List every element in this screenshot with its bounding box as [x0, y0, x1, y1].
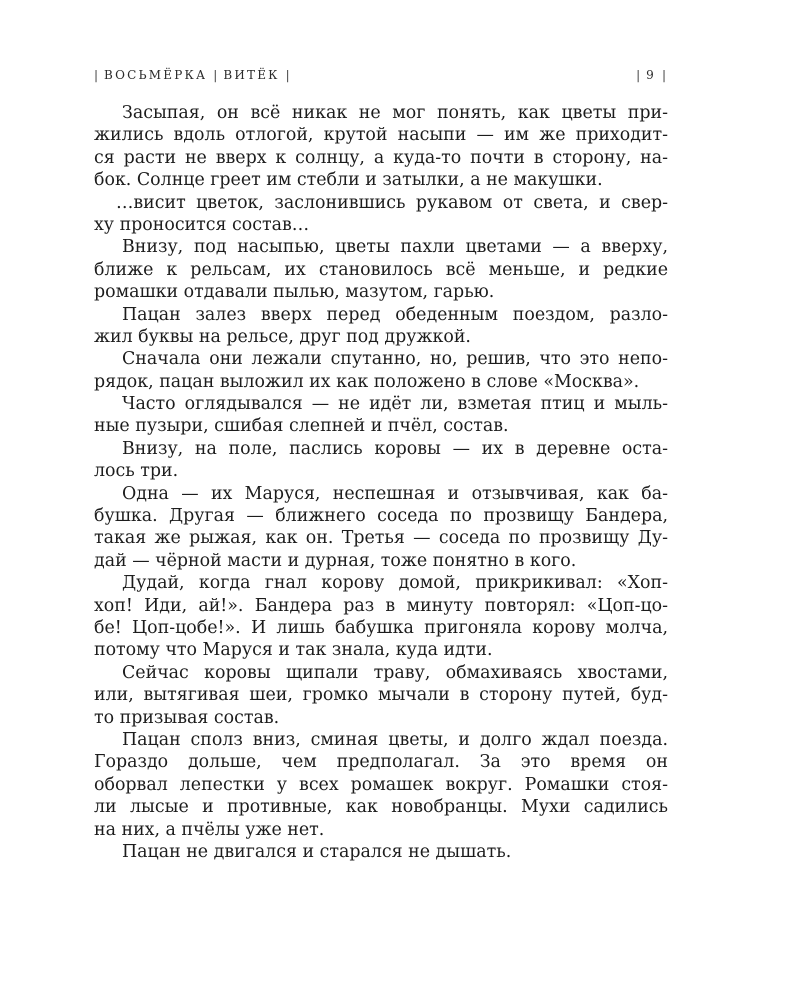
- header-separator: |: [285, 68, 290, 82]
- text-line: жил буквы на рельсе, друг под дружкой.: [94, 326, 471, 347]
- text-line: ху проносится состав…: [94, 214, 310, 235]
- text-line: или, вытягивая шеи, громко мычали в сторону путей, буд-: [94, 685, 668, 706]
- text-line: такая же рыжая, как он. Третья — соседа по прозвищу Ду-: [94, 528, 668, 549]
- text-line: Пацан сполз вниз, сминая цветы, и долго ждал поезда.: [122, 729, 668, 750]
- text-line: Пацан залез вверх перед обеденным поездом, разло-: [122, 304, 668, 325]
- text-line: дай — чёрной масти и дурная, тоже понятно в кого.: [94, 550, 577, 571]
- page-number: 9: [646, 68, 656, 82]
- header-separator: |: [661, 68, 666, 82]
- page-number-block: [636, 68, 666, 82]
- text-line: то призывая состав.: [94, 707, 280, 728]
- header-book-title: ВОСЬМЁРКА: [104, 68, 208, 82]
- text-line: Внизу, на поле, паслись коровы — их в деревне оста-: [122, 438, 668, 459]
- text-line: Сейчас коровы щипали траву, обмахиваясь хвостами,: [122, 662, 668, 683]
- text-line: бок. Солнце греет им стебли и затылки, а не макушки.: [94, 170, 603, 191]
- text-line: Пацан не двигался и старался не дышать.: [122, 841, 512, 862]
- text-line: Часто оглядывался — не идёт ли, взметая птиц и мыль-: [122, 394, 668, 415]
- body-text: [94, 102, 668, 863]
- text-line: оборвал лепестки у всех ромашек вокруг. Ромашки стоя-: [94, 774, 668, 795]
- text-line: лось три.: [94, 461, 179, 482]
- header-separator: |: [94, 68, 99, 82]
- text-line: ные пузыри, сшибая слепней и пчёл, состав.: [94, 416, 509, 437]
- text-line: Дудай, когда гнал корову домой, прикрикивал: «Хоп-: [122, 573, 668, 594]
- text-line: Сначала они лежали спутанно, но, решив, что это непо-: [122, 349, 668, 370]
- text-line: бушка. Другая — ближнего соседа по прозвищу Бандера,: [94, 506, 668, 527]
- text-line: хоп! Иди, ай!». Бандера раз в минуту повторял: «Цоп-цо-: [94, 595, 668, 616]
- text-line: бе! Цоп-цобе!». И лишь бабушка пригоняла корову молча,: [94, 617, 668, 638]
- header-separator: |: [213, 68, 218, 82]
- text-line: Засыпая, он всё никак не мог понять, как цветы при-: [122, 103, 668, 123]
- text-line: жились вдоль отлогой, крутой насыпи — им же приходит-: [94, 125, 668, 146]
- running-header: [94, 68, 666, 88]
- text-line: ромашки отдавали пылью, мазутом, гарью.: [94, 282, 495, 303]
- text-line: потому что Маруся и так знала, куда идти.: [94, 640, 493, 661]
- text-line: Одна — их Маруся, неспешная и отзывчивая, как ба-: [122, 483, 668, 504]
- text-line: …висит цветок, заслонившись рукавом от света, и свер-: [116, 192, 668, 213]
- text-line: ся расти не вверх к солнцу, а куда-то почти в сторону, на-: [94, 147, 668, 168]
- header-separator: |: [636, 68, 641, 82]
- text-line: Гораздо дольше, чем предполагал. За это время он: [94, 752, 668, 773]
- running-header-title: [94, 68, 290, 82]
- header-chapter-title: ВИТЁК: [223, 68, 280, 82]
- text-line: рядок, пацан выложил их как положено в слове «Москва».: [94, 371, 640, 392]
- text-line: Внизу, под насыпью, цветы пахли цветами — а вверху,: [122, 237, 668, 258]
- text-line: на них, а пчёлы уже нет.: [94, 819, 325, 840]
- text-line: ли лысые и противные, как новобранцы. Мухи садились: [94, 797, 668, 818]
- text-line: ближе к рельсам, их становилось всё меньше, и редкие: [94, 259, 668, 280]
